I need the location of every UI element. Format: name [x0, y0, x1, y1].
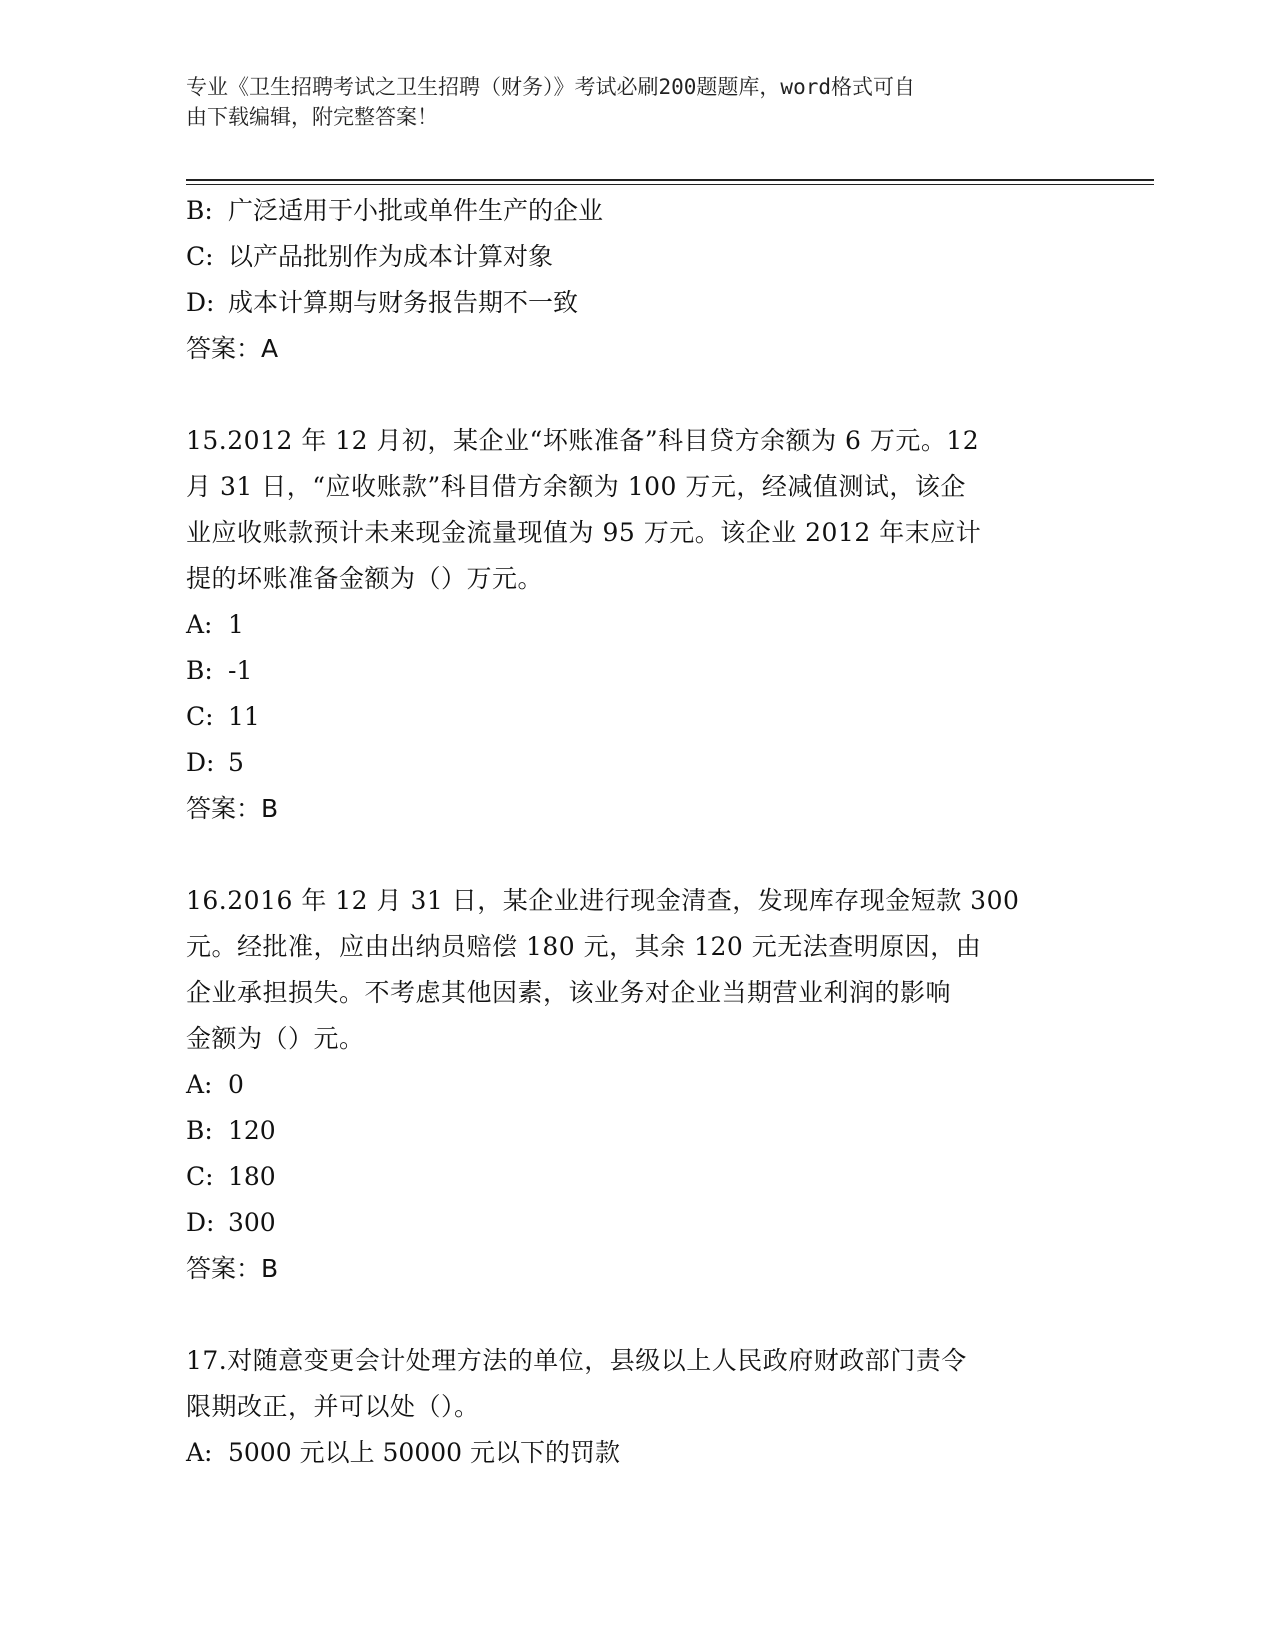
stem-line: 元。经批准，应由出纳员赔偿 180 元，其余 120 元无法查明原因，由 [186, 932, 982, 961]
question-stem [186, 1338, 1076, 1430]
option-letter: D: [186, 288, 215, 317]
option-text: 180 [228, 1162, 276, 1191]
answer-line: 答案：B [186, 1254, 279, 1283]
question-stem [186, 418, 1076, 602]
question-17 [186, 1338, 1076, 1476]
stem-line: 业应收账款预计未来现金流量现值为 95 万元。该企业 2012 年末应计 [186, 518, 982, 547]
option-letter: C: [186, 1162, 214, 1191]
stem-line: 金额为（）元。 [186, 1024, 365, 1053]
header-divider-thin [186, 184, 1154, 185]
question-15 [186, 418, 1076, 832]
header-line-1: 专业《卫生招聘考试之卫生招聘（财务）》考试必刷200题题库，word格式可自 [186, 75, 915, 99]
option-text: 以产品批别作为成本计算对象 [228, 242, 554, 271]
option-b [186, 648, 1076, 694]
prev-question-options [186, 188, 1076, 372]
stem-line: 限期改正，并可以处（）。 [186, 1392, 480, 1421]
option-text: 120 [228, 1116, 276, 1145]
option-letter: C: [186, 702, 214, 731]
option-text: 5 [228, 748, 244, 777]
option-text: 0 [228, 1070, 244, 1099]
option-text: 5000 元以上 50000 元以下的罚款 [228, 1438, 620, 1467]
stem-line: 提的坏账准备金额为（）万元。 [186, 564, 544, 593]
option-c [186, 694, 1076, 740]
option-b [186, 188, 1076, 234]
stem-line: 16.2016 年 12 月 31 日，某企业进行现金清查，发现库存现金短款 300 [186, 886, 1020, 915]
option-a [186, 1062, 1076, 1108]
stem-line: 17.对随意变更会计处理方法的单位，县级以上人民政府财政部门责令 [186, 1346, 967, 1375]
option-text: 11 [228, 702, 260, 731]
spacer [186, 372, 1076, 418]
question-16 [186, 878, 1076, 1292]
option-a [186, 602, 1076, 648]
option-c [186, 1154, 1076, 1200]
header-line-2: 由下载编辑，附完整答案！ [186, 105, 438, 129]
option-text: -1 [228, 656, 253, 685]
answer-line: 答案：A [186, 334, 279, 363]
option-letter: D: [186, 748, 215, 777]
option-letter: D: [186, 1208, 215, 1237]
question-content [186, 188, 1076, 1476]
option-d [186, 740, 1076, 786]
stem-line: 企业承担损失。不考虑其他因素，该业务对企业当期营业利润的影响 [186, 978, 952, 1007]
option-letter: A: [186, 1070, 213, 1099]
option-c [186, 234, 1076, 280]
spacer [186, 1292, 1076, 1338]
stem-line: 月 31 日，“应收账款”科目借方余额为 100 万元，经减值测试，该企 [186, 472, 966, 501]
option-text: 300 [228, 1208, 276, 1237]
question-stem [186, 878, 1076, 1062]
header-divider-thick [186, 179, 1154, 181]
option-letter: A: [186, 610, 213, 639]
option-text: 1 [228, 610, 244, 639]
option-d [186, 280, 1076, 326]
option-letter: B: [186, 656, 213, 685]
stem-line: 15.2012 年 12 月初，某企业“坏账准备”科目贷方余额为 6 万元。12 [186, 426, 980, 455]
answer-line: 答案：B [186, 794, 279, 823]
option-b [186, 1108, 1076, 1154]
option-letter: B: [186, 196, 213, 225]
option-letter: A: [186, 1438, 213, 1467]
option-letter: B: [186, 1116, 213, 1145]
document-header [186, 72, 1066, 132]
option-text: 成本计算期与财务报告期不一致 [228, 288, 579, 317]
option-text: 广泛适用于小批或单件生产的企业 [228, 196, 604, 225]
spacer [186, 832, 1076, 878]
option-a [186, 1430, 1076, 1476]
option-d [186, 1200, 1076, 1246]
option-letter: C: [186, 242, 214, 271]
